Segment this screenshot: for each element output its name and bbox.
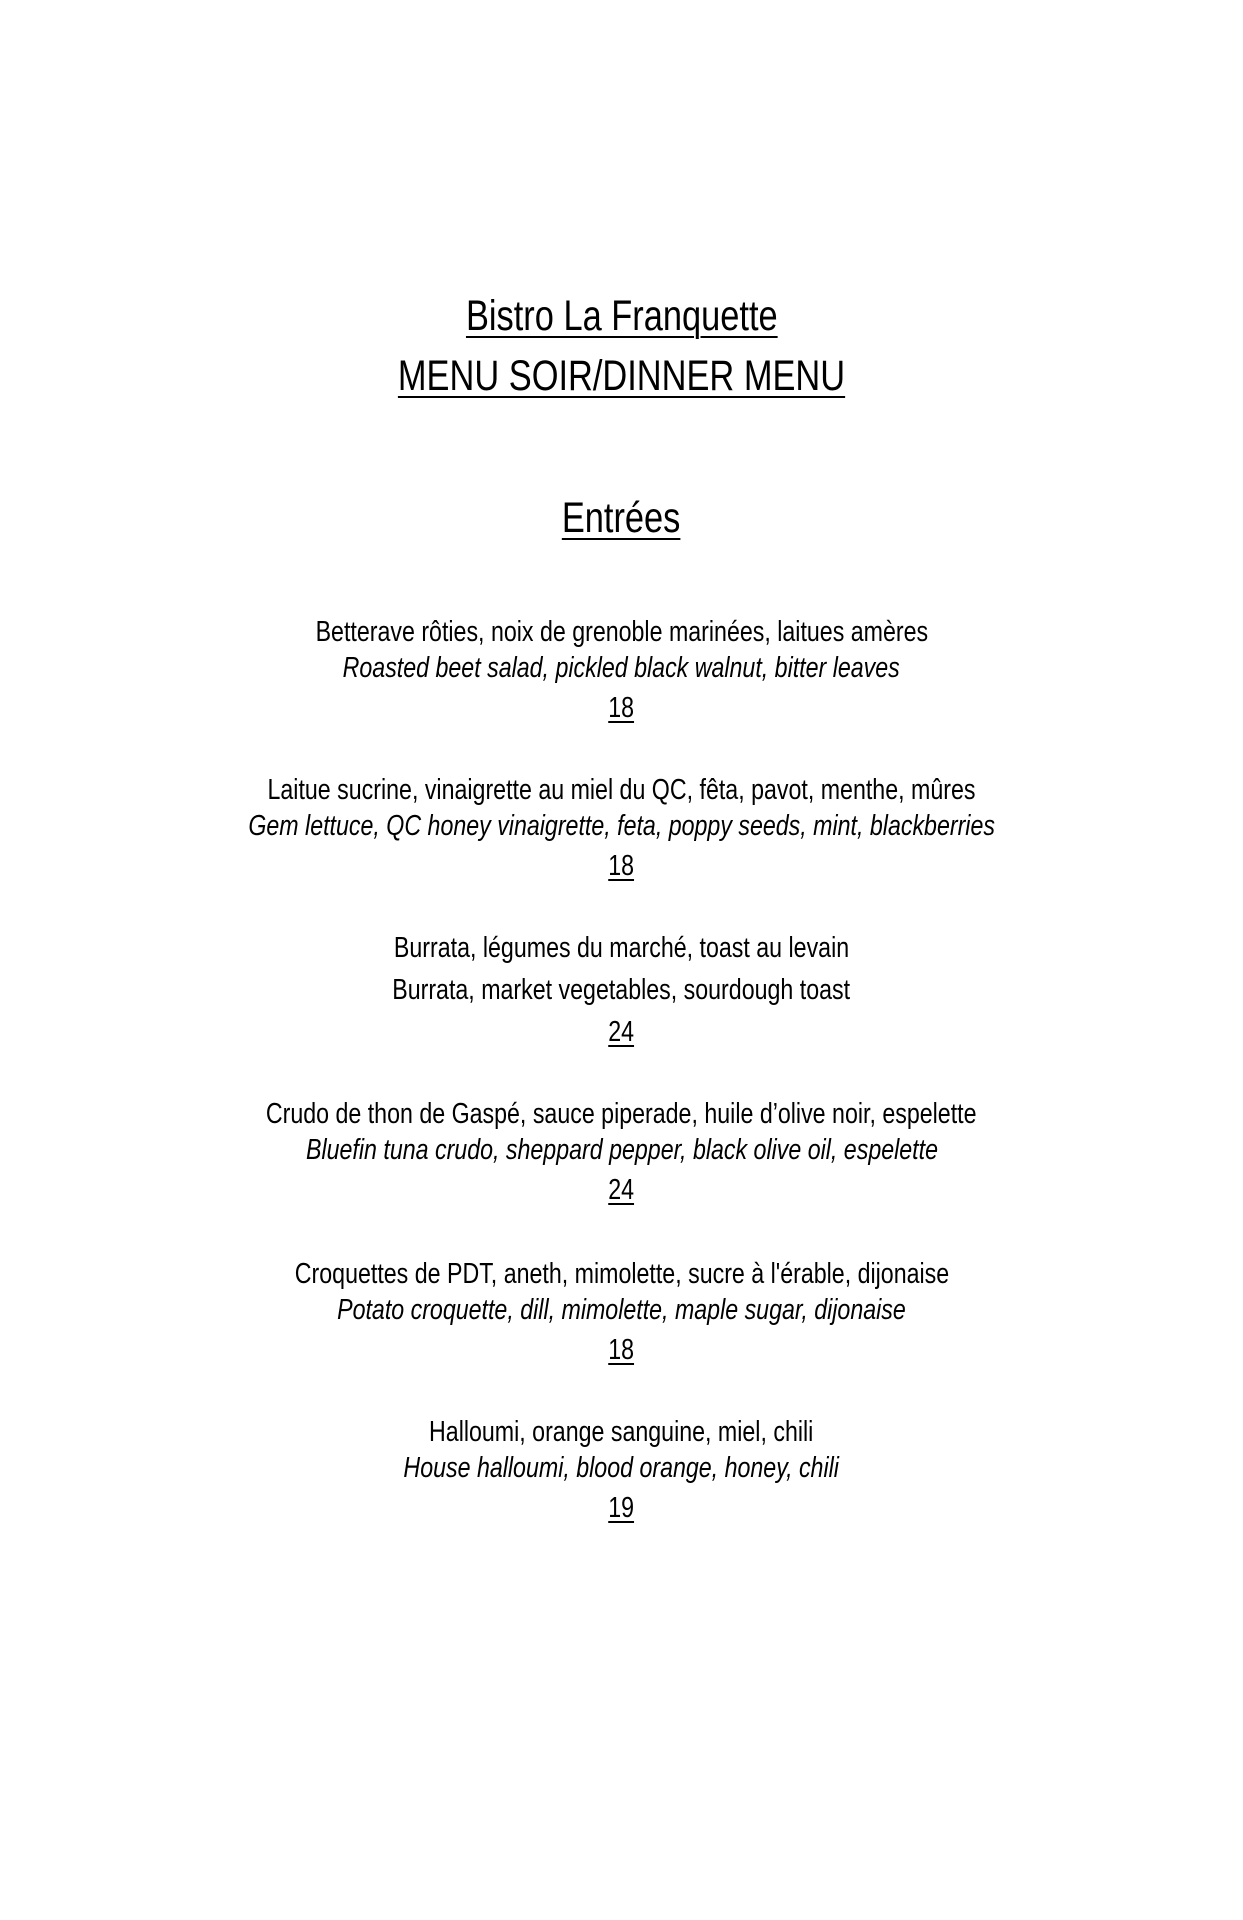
item-name-fr: Betterave rôties, noix de grenoble marinées, laitues amères [315,616,928,648]
menu-item [0,614,1243,726]
item-name-en: Gem lettuce, QC honey vinaigrette, feta, poppy seeds, mint, blackberries [248,810,995,842]
item-name-fr: Burrata, légumes du marché, toast au levain [393,932,850,964]
item-price: 24 [608,1174,635,1206]
menu-item [0,930,1243,1050]
menu-header [0,286,1243,406]
menu-title: MENU SOIR/DINNER MENU [397,352,846,400]
item-name-fr: Laitue sucrine, vinaigrette au miel du QC, fêta, pavot, menthe, mûres [267,774,976,806]
menu-item [0,1414,1243,1526]
item-price: 24 [608,1016,635,1048]
item-name-fr: Crudo de thon de Gaspé, sauce piperade, huile d’olive noir, espelette [266,1098,977,1130]
restaurant-name: Bistro La Franquette [465,292,778,340]
item-price: 18 [608,692,635,724]
item-name-en: House halloumi, blood orange, honey, chili [403,1452,840,1484]
item-name-en: Burrata, market vegetables, sourdough toast [392,974,851,1006]
item-name-fr: Halloumi, orange sanguine, miel, chili [429,1416,814,1448]
item-name-en: Bluefin tuna crudo, sheppard pepper, black olive oil, espelette [305,1134,938,1166]
item-name-fr: Croquettes de PDT, aneth, mimolette, sucre à l'érable, dijonaise [294,1258,949,1290]
menu-item [0,772,1243,884]
section-title: Entrées [562,494,681,542]
section-title-entrees [0,488,1243,548]
item-price: 18 [608,1334,635,1366]
menu-item [0,1256,1243,1368]
item-name-en: Potato croquette, dill, mimolette, maple sugar, dijonaise [337,1294,906,1326]
menu-item [0,1096,1243,1208]
item-name-en: Roasted beet salad, pickled black walnut, bitter leaves [342,652,901,684]
item-price: 18 [608,850,635,882]
item-price: 19 [608,1492,635,1524]
